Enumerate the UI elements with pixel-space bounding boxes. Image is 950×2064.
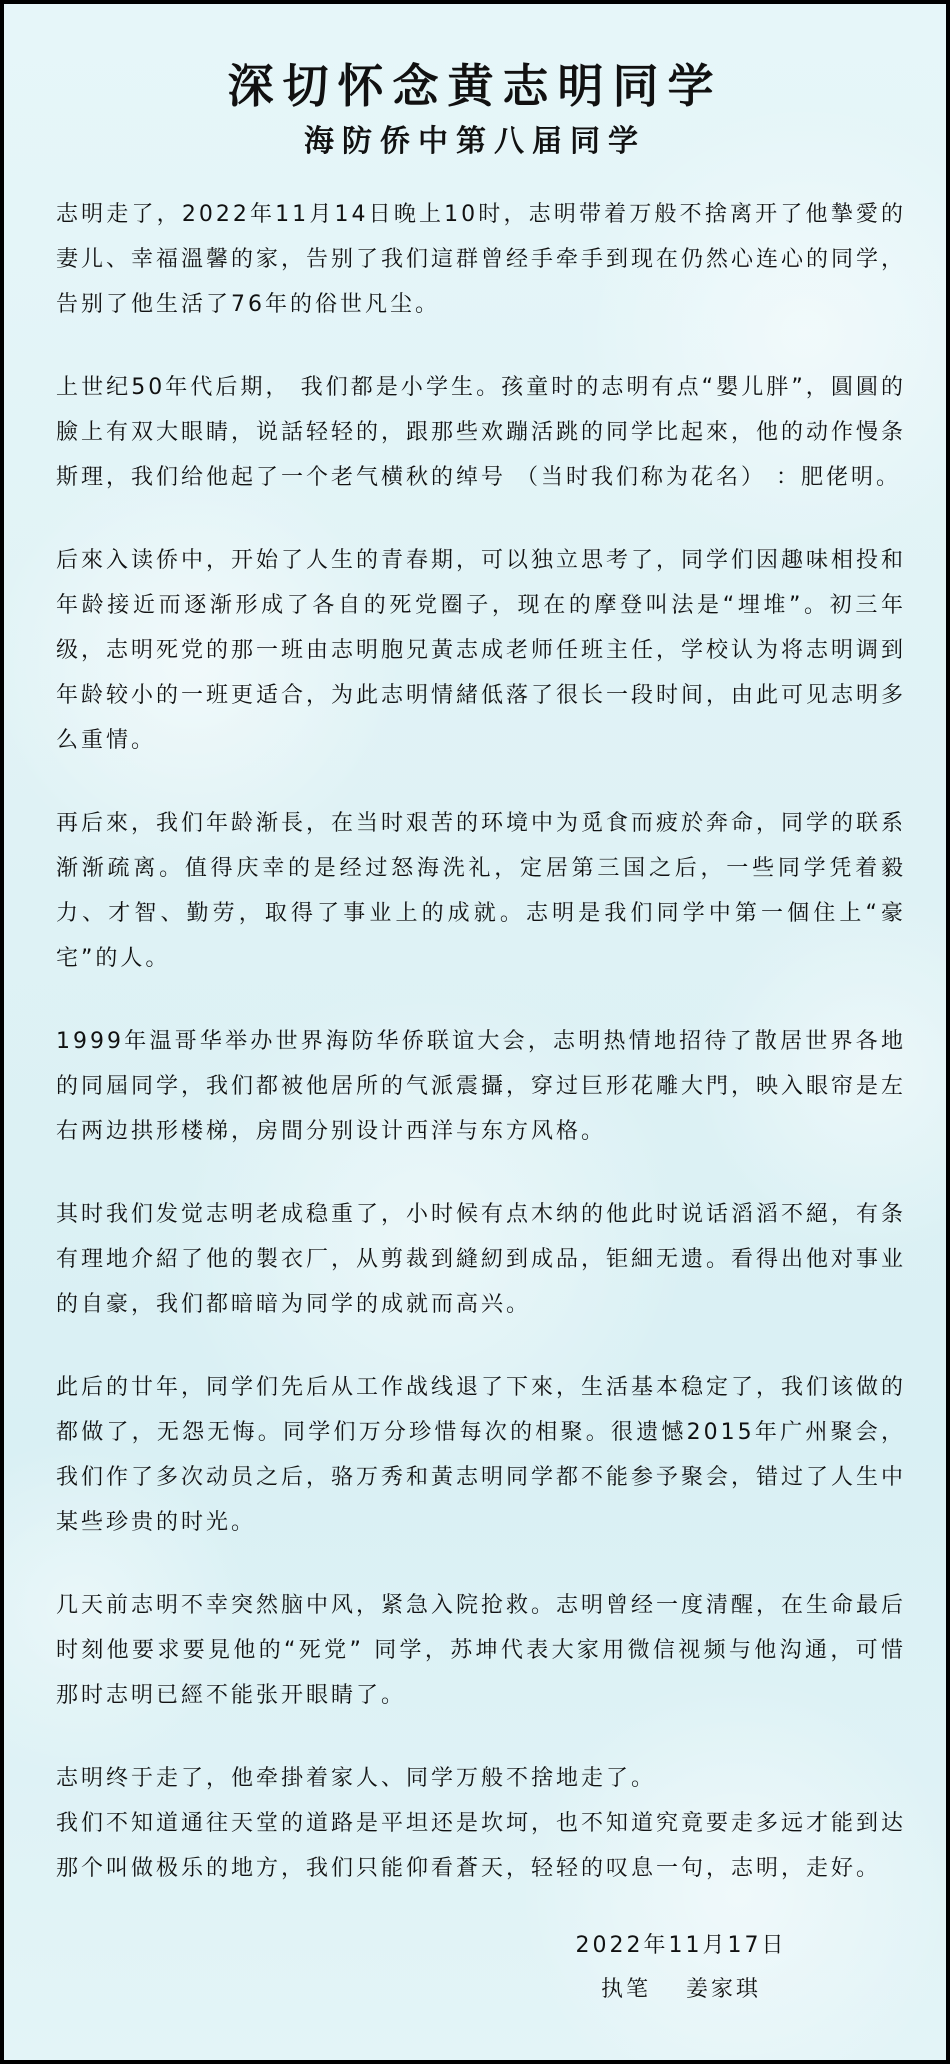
paragraph-5: 1999年温哥华举办世界海防华侨联谊大会，志明热情地招待了散居世界各地的同屆同学，我们都被他居所的气派震攝，穿过巨形花雕大門，映入眼帘是左右两边拱形楼梯，房間分别设计西洋与东方风格。 xyxy=(56,1029,907,1144)
paragraph-2: 上世纪50年代后期， 我们都是小学生。孩童时的志明有点“嬰儿胖”，圓圓的臉上有双大眼睛，说話轻轻的，跟那些欢蹦活跳的同学比起來，他的动作慢条斯理，我们给他起了一个老气横秋的绰号 （当时我们称为花名） ：肥佬明。 xyxy=(56,375,907,490)
paragraph-4: 再后來，我们年龄渐長，在当时艰苦的环境中为觅食而疲於奔命，同学的联系渐渐疏离。值得庆幸的是经过怒海洗礼，定居第三国之后，一些同学凭着毅力、才智、勤劳，取得了事业上的成就。志明是我们同学中第一個住上“豪宅”的人。 xyxy=(56,811,907,971)
signature-author: 执笔 姜家琪 xyxy=(601,1977,761,2002)
paragraph-7: 此后的廿年，同学们先后从工作战线退了下來，生活基本稳定了，我们该做的都做了，无怨无悔。同学们万分珍惜每次的相聚。很遗憾2015年广州聚会，我们作了多次动员之后，骆万秀和黃志明同学都不能参予聚会，错过了人生中某些珍贵的时光。 xyxy=(56,1375,907,1535)
signature-date: 2022年11月17日 xyxy=(575,1933,787,1958)
signature-block xyxy=(571,1924,791,2012)
paragraph-9: 志明终于走了，他牵掛着家人、同学万般不捨地走了。 我们不知道通往天堂的道路是平坦还是坎坷，也不知道究竟要走多远才能到达那个叫做极乐的地方，我们只能仰看蒼天，轻轻的叹息一句，志明，走好。 xyxy=(56,1766,907,1881)
memorial-page xyxy=(4,4,946,2060)
page-subtitle: 海防侨中第八届同学 xyxy=(304,124,646,159)
paragraph-6: 其时我们发觉志明老成稳重了，小时候有点木纳的他此时说话滔滔不絕，有条有理地介紹了他的製衣厂，从剪裁到縫紉到成品，钜細无遗。看得出他对事业的自豪，我们都暗暗为同学的成就而高兴。 xyxy=(56,1202,907,1317)
paragraph-1: 志明走了，2022年11月14日晚上10时，志明带着万般不捨离开了他摯愛的妻儿、幸福溫馨的家，告别了我们這群曾经手牵手到现在仍然心连心的同学，告别了他生活了76年的俗世凡尘。 xyxy=(56,202,907,317)
paragraph-3: 后來入读侨中，开始了人生的青春期，可以独立思考了，同学们因趣味相投和年龄接近而逐渐形成了各自的死党圈子，现在的摩登叫法是“埋堆”。初三年级，志明死党的那一班由志明胞兄黃志成老师任班主任，学校认为将志明调到年龄较小的一班更适合，为此志明情緒低落了很长一段时间，由此可见志明多么重情。 xyxy=(56,548,907,753)
article-body xyxy=(56,192,906,1929)
page-title: 深切怀念黄志明同学 xyxy=(227,59,723,113)
paragraph-8: 几天前志明不幸突然脑中风，紧急入院抢救。志明曾经一度清醒，在生命最后时刻他要求要見他的“死党” 同学，苏坤代表大家用微信视频与他沟通，可惜那时志明已經不能张开眼睛了。 xyxy=(56,1593,907,1708)
